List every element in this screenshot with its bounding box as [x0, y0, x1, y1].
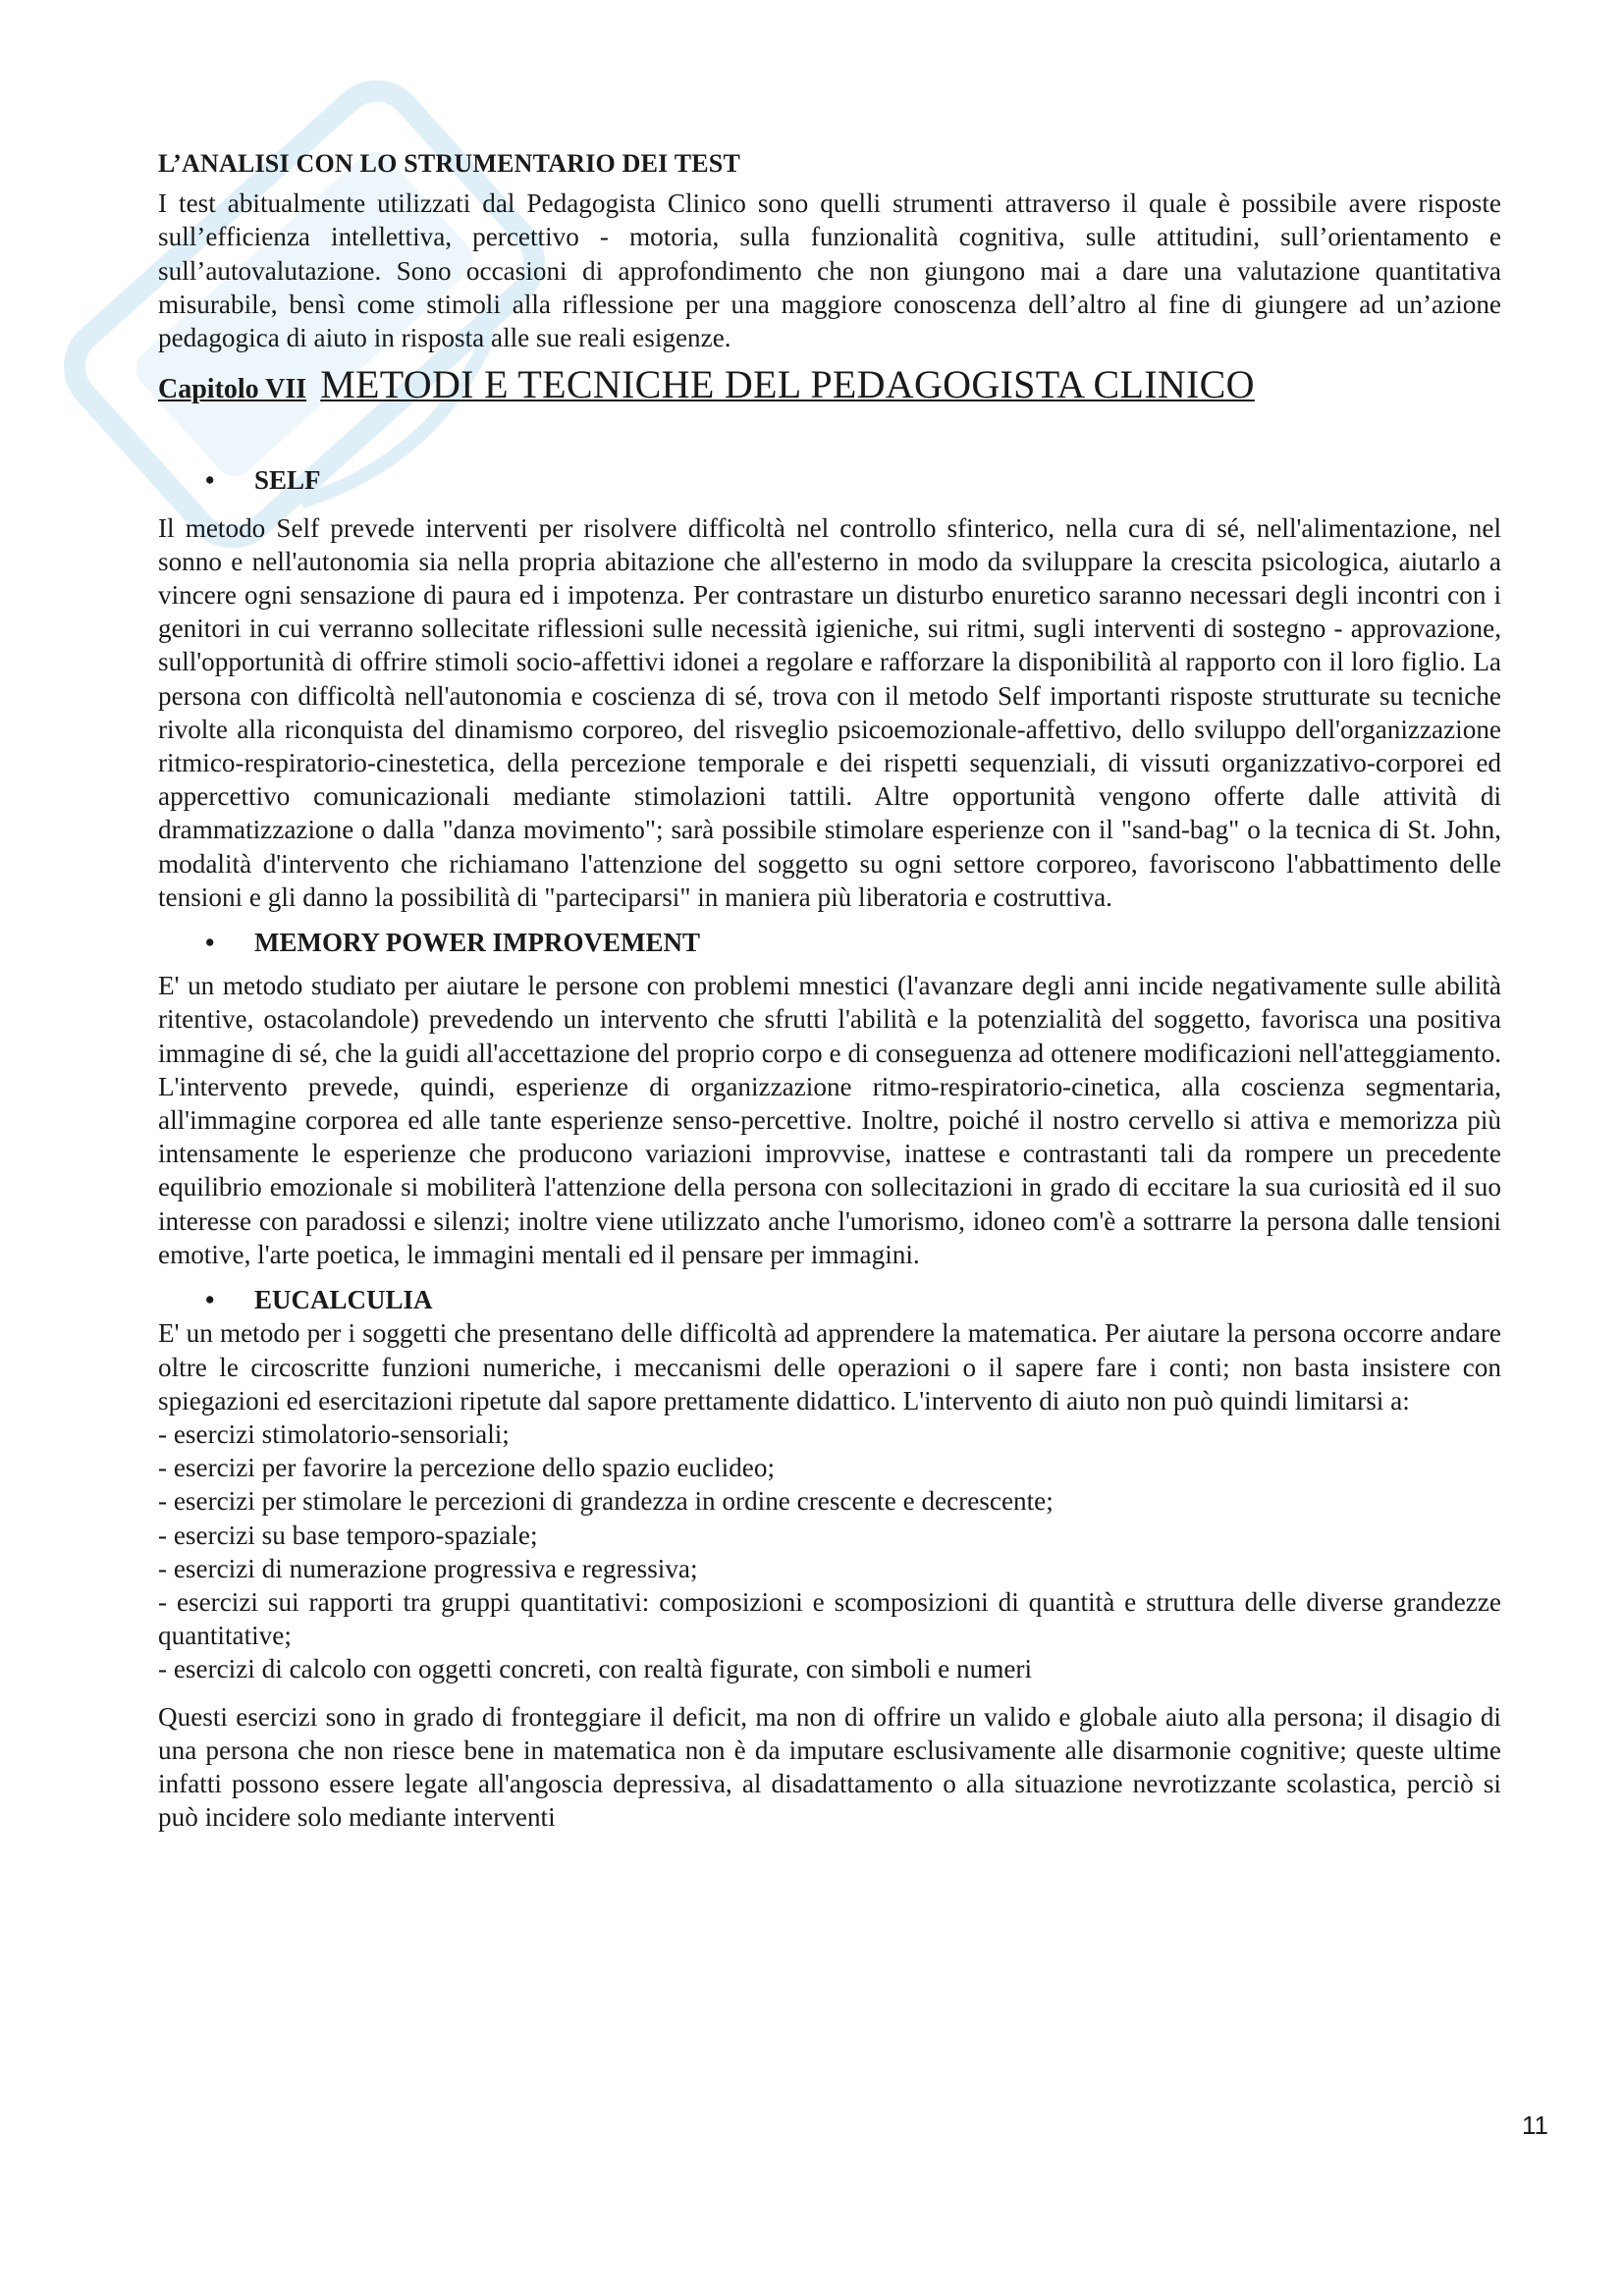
page-number: 11	[1522, 2110, 1548, 2140]
bullet-icon: •	[205, 465, 215, 496]
exercise-list	[158, 1417, 1501, 1686]
list-item: - esercizi per favorire la percezione dello spazio euclideo;	[158, 1453, 775, 1483]
list-item: - esercizi per stimolare le percezioni di grandezza in ordine crescente e decrescente;	[158, 1486, 1054, 1517]
section-paragraph-self: Il metodo Self prevede interventi per risolvere difficoltà nel controllo sfinterico, nella cura di sé, nell'alimentazione, nel sonno e nell'autonomia sia nella propria abitazione che all'esterno in modo da sviluppare la crescita psicologica, aiutarlo a vincere ogni sensazione di paura ed i impotenza. Per contrastare un disturbo enuretico saranno necessari degli incontri con i genitori in cui verranno sollecitate riflessioni sulle necessità igieniche, sui ritmi, sugli interventi di sostegno - approvazione, sull'opportunità di offrire stimoli socio-affettivi idonei a regolare e rafforzare la disponibilità al rapporto con il loro figlio. La persona con difficoltà nell'autonomia e coscienza di sé, trova con il metodo Self importanti risposte strutturate su tecniche rivolte alla riconquista del dinamismo corporeo, del risveglio psicoemozionale-affettivo, dello sviluppo dell'organizzazione ritmico-respiratorio-cinestetica, della percezione temporale e dei rispetti sequenziali, di vissuti organizzativo-corporei ed appercettivo comunicazionali mediante stimolazioni tattili. Altre opportunità vengono offerte dalle attività di drammatizzazione o dalla "danza movimento"; sarà possibile stimolare esperienze con il "sand-bag" o la tecnica di St. John, modalità d'intervento che richiamano l'attenzione del soggetto su ogni settore corporeo, favoriscono l'abbattimento delle tensioni e gli danno la possibilità di "parteciparsi" in maniera più liberatoria e costruttiva.	[158, 512, 1501, 912]
section-paragraph-eucalculia: E' un metodo per i soggetti che presentano delle difficoltà ad apprendere la matematica. Per aiutare la persona occorre andare oltre le circoscritte funzioni numeriche, i meccanismi delle operazioni o il sapere fare i conti; non basta insistere con spiegazioni ed esercitazioni ripetute dal sapore prettamente didattico. L'intervento di aiuto non può quindi limitarsi a:	[158, 1318, 1501, 1415]
section-heading-text: MEMORY POWER IMPROVEMENT	[254, 928, 701, 958]
intro-heading: L’ANALISI CON LO STRUMENTARIO DEI TEST	[158, 149, 740, 178]
list-item: - esercizi stimolatorio-sensoriali;	[158, 1418, 510, 1449]
closing-paragraph: Questi esercizi sono in grado di fronteggiare il deficit, ma non di offrire un valido e globale aiuto alla persona; il disagio di una persona che non riesce bene in matematica non è da imputare esclusivamente alle disarmonie cognitive; queste ultime infatti possono essere legate all'angoscia depressiva, al disadattamento o alla situazione nevrotizzante scolastica, perciò si può incidere solo mediante interventi	[158, 1701, 1501, 1833]
list-item: - esercizi di calcolo con oggetti concreti, con realtà figurate, con simboli e numeri	[158, 1654, 1033, 1684]
document-page	[158, 147, 1501, 1834]
bullet-icon: •	[205, 928, 215, 958]
list-item: - esercizi sui rapporti tra gruppi quantitativi: composizioni e scomposizioni di quantità e struttura delle diverse grandezze quantitative;	[158, 1586, 1501, 1651]
chapter-heading	[158, 362, 1501, 407]
section-heading-text: SELF	[254, 465, 321, 496]
chapter-title: METODI E TECNICHE DEL PEDAGOGISTA CLINICO	[320, 362, 1255, 407]
section-heading-self	[158, 463, 1501, 497]
intro-paragraph: I test abitualmente utilizzati dal Pedagogista Clinico sono quelli strumenti attraverso il quale è possibile avere risposte sull’efficienza intellettiva, percettivo - motoria, sulla funzionalità cognitiva, sulle attitudini, sull’orientamento e sull’autovalutazione. Sono occasioni di approfondimento che non giungono mai a dare una valutazione quantitativa misurabile, bensì come stimoli alla riflessione per una maggiore conoscenza dell’altro al fine di giungere ad un’azione pedagogica di aiuto in risposta alle sue reali esigenze.	[158, 188, 1501, 353]
section-heading-text: EUCALCULIA	[254, 1285, 433, 1315]
section-heading-memory	[158, 926, 1501, 959]
list-item: - esercizi su base temporo-spaziale;	[158, 1520, 538, 1550]
section-paragraph-memory: E' un metodo studiato per aiutare le persone con problemi mnestici (l'avanzare degli anni incide negativamente sulle abilità ritentive, ostacolandole) prevedendo un intervento che sfrutti l'abilità e la potenzialità del soggetto, favorisca una positiva immagine di sé, che la guidi all'accettazione del proprio corpo e di conseguenza ad ottenere modificazioni nell'atteggiamento. L'intervento prevede, quindi, esperienze di organizzazione ritmo-respiratorio-cinetica, alla coscienza segmentaria, all'immagine corporea ed alle tante esperienze senso-percettive. Inoltre, poiché il nostro cervello si attiva e memorizza più intensamente le esperienze che producono variazioni improvvise, inattese e contrastanti tali da rompere un precedente equilibrio emozionale si mobiliterà l'attenzione della persona con sollecitazioni in grado di eccitare la sua curiosità ed il suo interesse con paradossi e silenzi; inoltre viene utilizzato anche l'umorismo, idoneo com'è a sottrarre la persona dalle tensioni emotive, l'arte poetica, le immagini mentali ed il pensare per immagini.	[158, 971, 1501, 1269]
list-item: - esercizi di numerazione progressiva e regressiva;	[158, 1553, 698, 1583]
section-heading-eucalculia	[158, 1283, 1501, 1316]
bullet-icon: •	[205, 1285, 215, 1315]
chapter-label: Capitolo VII	[158, 374, 307, 405]
